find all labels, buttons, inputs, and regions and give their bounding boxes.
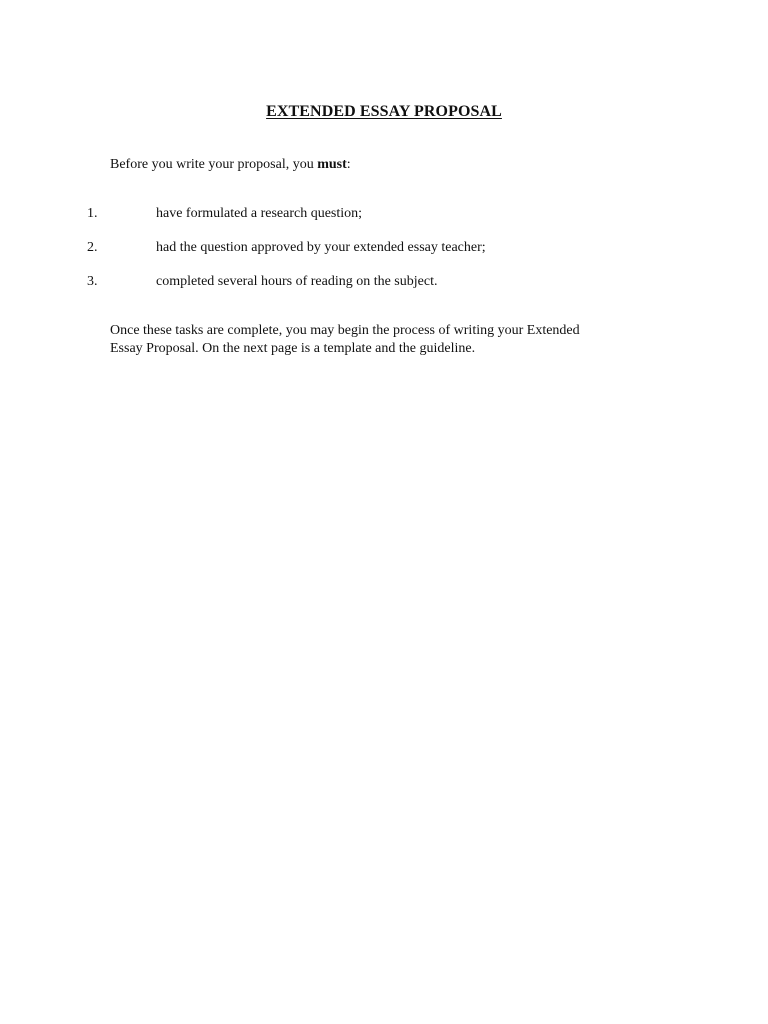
list-item-text: have formulated a research question; xyxy=(156,206,363,221)
list-item-text: completed several hours of reading on the subject. xyxy=(156,274,438,289)
closing-line: Once these tasks are complete, you may begin the process of writing your Extended xyxy=(110,323,580,338)
intro-colon: : xyxy=(346,157,351,172)
list-item-text: had the question approved by your extended essay teacher; xyxy=(156,240,486,255)
document-title: EXTENDED ESSAY PROPOSAL xyxy=(266,103,502,120)
intro-paragraph xyxy=(110,156,351,174)
list-item-number: 3. xyxy=(87,274,98,289)
intro-text: Before you write your proposal, you xyxy=(110,157,318,172)
closing-paragraph xyxy=(110,322,650,358)
list-item-number: 2. xyxy=(87,240,98,255)
closing-line: Essay Proposal. On the next page is a template and the guideline. xyxy=(110,341,476,356)
list-item-number: 1. xyxy=(87,206,98,221)
intro-emphasis: must xyxy=(317,157,347,172)
